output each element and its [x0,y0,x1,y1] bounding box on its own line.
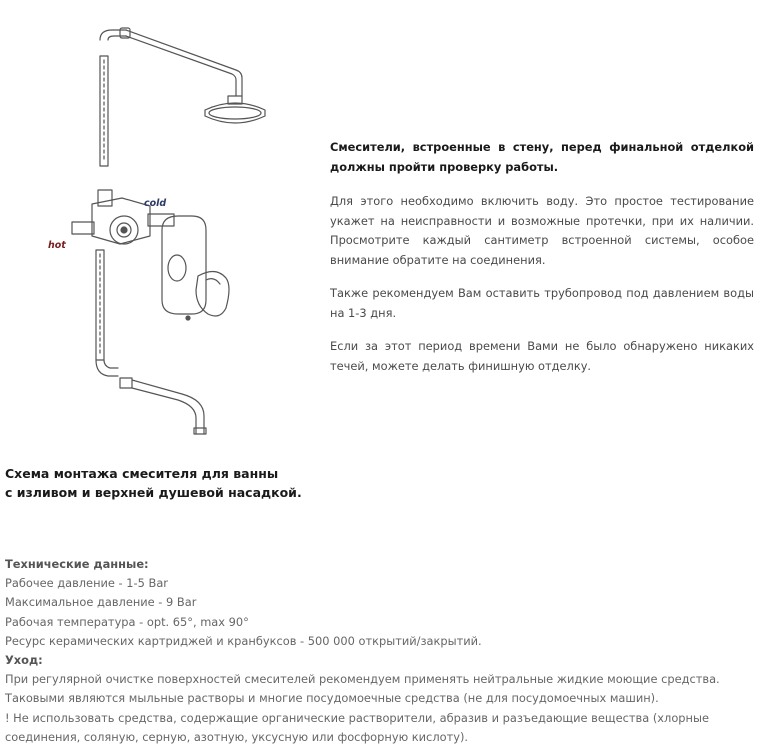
testing-paragraph-3: Если за этот период времени Вами не было обнаружено никаких течей, можете делать финишную отделку. [330,339,754,373]
technical-specs [5,555,755,747]
care-line-2: Таковыми являются мыльные растворы и многие посудомоечные средства (не для посудомоечных машин). [5,691,659,706]
testing-instructions [330,138,754,390]
spec-max-pressure: Максимальное давление - 9 Bar [5,595,197,610]
mixer-installation-diagram [40,18,290,438]
testing-paragraph-1: Для этого необходимо включить воду. Это простое тестирование укажет на неисправности и возможные протечки, при их наличии. Просмотрите каждый сантиметр встроенной системы, особое внимание обратите на соединения. [330,194,754,267]
specs-title: Технические данные: [5,557,149,571]
care-title: Уход: [5,653,43,668]
spec-resource: Ресурс керамических картриджей и кранбуксов - 500 000 открытий/закрытий. [5,633,482,648]
shower-arm [120,28,242,96]
care-line-4: соединения, соляную, серную, азотную, уксусную или фосфорную кислоту). [5,729,469,744]
mixer-lever [196,271,229,316]
testing-lead: Смесители, встроенные в стену, перед финальной отделкой должны пройти проверку работы. [330,140,754,174]
upper-riser-pipe [100,30,126,166]
spec-pressure: Рабочее давление - 1-5 Bar [5,576,168,591]
care-line-3: ! Не использовать средства, содержащие органические растворители, абразив и разъедающие вещества (хлорные [5,710,709,725]
lower-riser-pipe [96,250,118,376]
shower-head [205,96,265,123]
spec-temperature: Рабочая температура - opt. 65°, max 90° [5,614,249,629]
bath-spout [120,378,206,434]
cold-label: cold [144,198,167,209]
hot-label: hot [48,240,66,251]
care-line-1: При регулярной очистке поверхностей смесителей рекомендуем применять нейтральные жидкие моющие средства. [5,672,720,687]
caption-line-2: с изливом и верхней душевой насадкой. [5,485,302,500]
caption-line-1: Схема монтажа смесителя для ванны [5,466,279,481]
testing-paragraph-2: Также рекомендуем Вам оставить трубопровод под давлением воды на 1-3 дня. [330,286,754,320]
diagram-caption [5,464,325,502]
